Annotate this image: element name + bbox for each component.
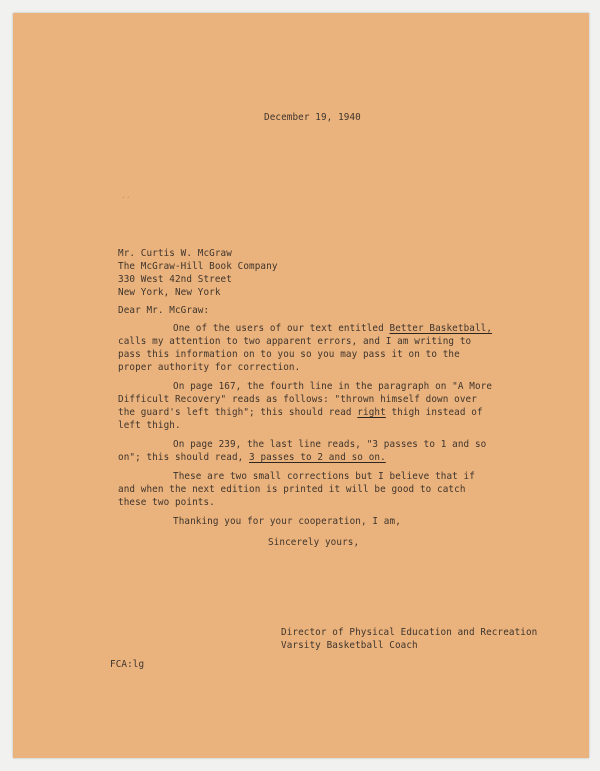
faint-mark: .. [121, 191, 131, 200]
letter-page [13, 13, 589, 758]
paragraph-2-line-3 [118, 407, 483, 419]
p3-text-pre: on"; this should read, [118, 452, 250, 463]
paragraph-4-line-3: these two points. [118, 497, 215, 508]
address-line-street: 330 West 42nd Street [118, 274, 232, 285]
signature-title-1: Director of Physical Education and Recreation [281, 627, 538, 638]
paragraph-3-line-2 [118, 452, 386, 464]
closing: Sincerely yours, [268, 537, 360, 548]
paragraph-2-line-4: left thigh. [118, 420, 181, 431]
signature-title-2: Varsity Basketball Coach [281, 640, 418, 651]
p1-text: One of the users of our text entitled [173, 323, 390, 334]
paragraph-4-line-1: These are two small corrections but I believe that if [173, 471, 475, 482]
address-line-name: Mr. Curtis W. McGraw [118, 248, 232, 259]
p2-text-pre: the guard's left thigh"; this should read [118, 407, 358, 418]
typist-initials: FCA:lg [110, 659, 145, 670]
paragraph-2-line-2: Difficult Recovery" reads as follows: "thrown himself down over [118, 394, 477, 405]
paragraph-1-line-1 [173, 323, 492, 335]
p2-text-post: thigh instead of [385, 407, 483, 418]
paragraph-1-line-3: pass this information on to you so you may pass it on to the [118, 349, 460, 360]
paragraph-3-line-1: On page 239, the last line reads, "3 passes to 1 and so [173, 439, 487, 450]
address-line-city: New York, New York [118, 287, 221, 298]
book-title-underlined: Better Basketball, [389, 323, 493, 334]
thanks-line: Thanking you for your cooperation, I am, [173, 516, 401, 527]
paragraph-1-line-2: calls my attention to two apparent errors, and I am writing to [118, 336, 472, 347]
address-line-company: The McGraw-Hill Book Company [118, 261, 278, 272]
paragraph-1-line-4: proper authority for correction. [118, 362, 301, 373]
correction-right-underlined: right [357, 407, 386, 418]
correction-passes-underlined: 3 passes to 2 and so on. [249, 452, 386, 463]
paragraph-4-line-2: and when the next edition is printed it will be good to catch [118, 484, 466, 495]
salutation: Dear Mr. McGraw: [118, 305, 210, 316]
letter-date: December 19, 1940 [264, 112, 361, 123]
paragraph-2-line-1: On page 167, the fourth line in the paragraph on "A More [173, 381, 493, 392]
